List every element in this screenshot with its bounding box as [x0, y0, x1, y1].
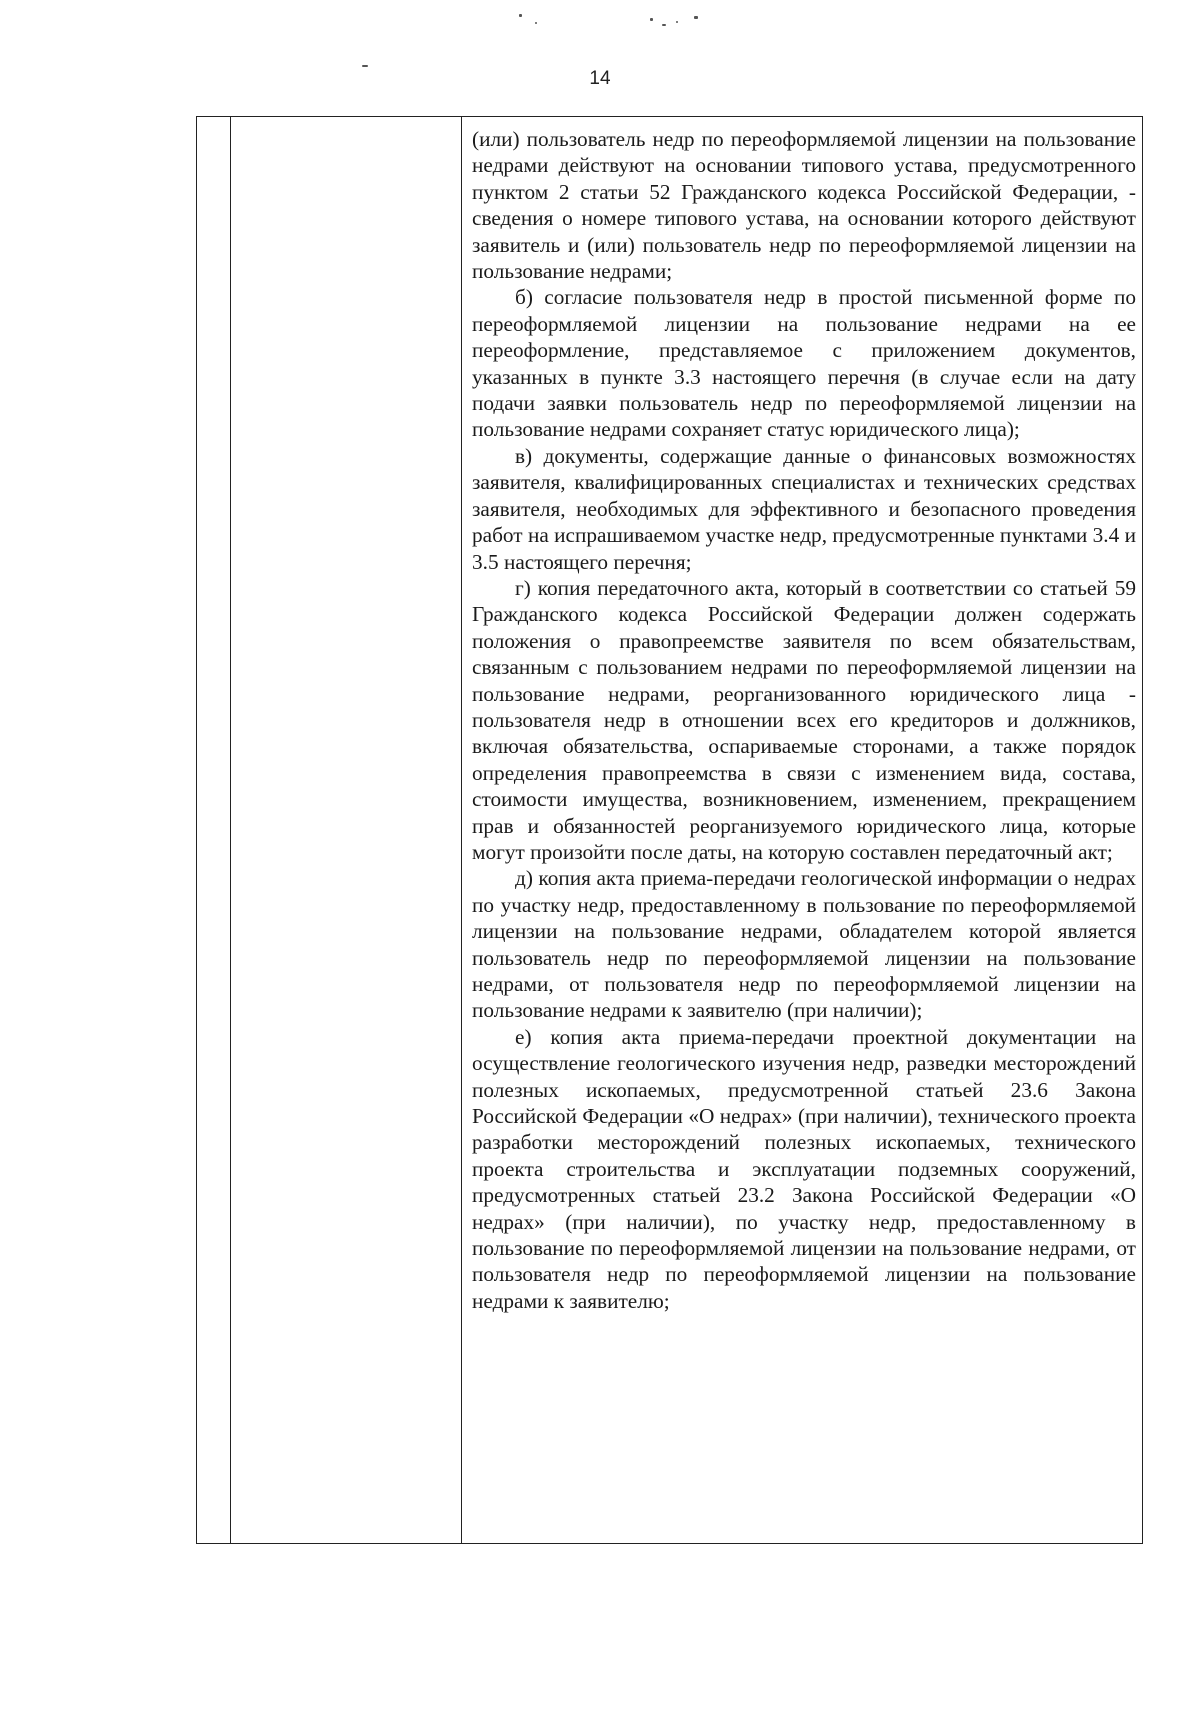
scan-speck — [650, 18, 653, 21]
scan-speck — [676, 21, 678, 23]
scan-speck — [362, 65, 368, 67]
scan-speck — [662, 24, 666, 26]
paragraph-d: д) копия акта приема-передачи геологической информации о недрах по участку недр, предоставленному в пользование по переоформляемой лицензии на пользование недрами, обладателем которой является пользователь недр по переоформляемой лицензии на пользование недрами, от пользователя недр по переоформляемой лицензии на пользование недрами к заявителю (при наличии); — [472, 866, 1136, 1023]
paragraph-e: е) копия акта приема-передачи проектной документации на осуществление геологического изучения недр, разведки месторождений полезных ископаемых, предусмотренной статьей 23.6 Закона Российской Федерации «О недрах» (при наличии), технического проекта разработки месторождений полезных ископаемых, технического проекта строительства и эксплуатации подземных сооружений, предусмотренных статьей 23.2 Закона Российской Федерации «О недрах» (при наличии), по участку недр, предоставленному в пользование по переоформляемой лицензии на пользование недрами, от пользователя недр по переоформляемой лицензии на пользование недрами к заявителю; — [472, 1024, 1136, 1313]
table-cell-text — [472, 126, 1136, 1314]
column-divider — [230, 117, 231, 1543]
paragraph-g: г) копия передаточного акта, который в соответствии со статьей 59 Гражданского кодекса Российской Федерации должен содержать положения о правопреемстве заявителя по всем обязательствам, связанным с пользованием недрами по переоформляемой лицензии на пользование недрами, реорганизованного юридического лица - пользователя недр в отношении всех его кредиторов и должников, включая обязательства, оспариваемые сторонами, а также порядок определения правопреемства в связи с изменением вида, состава, стоимости имущества, возникновением, изменением, прекращением прав и обязанностей реорганизуемого юридического лица, которые могут произойти после даты, на которую составлен передаточный акт; — [472, 575, 1136, 864]
scan-speck — [535, 22, 537, 24]
paragraph-continuation: (или) пользователь недр по переоформляемой лицензии на пользование недрами действуют на основании типового устава, предусмотренного пунктом 2 статьи 52 Гражданского кодекса Российской Федерации, - сведения о номере типового устава, на основании которого действуют заявитель и (или) пользователь недр по переоформляемой лицензии на пользование недрами; — [472, 127, 1136, 284]
scan-speck — [519, 14, 522, 17]
paragraph-b: б) согласие пользователя недр в простой письменной форме по переоформляемой лицензии на пользование недрами на ее переоформление, представляемое с приложением документов, указанных в пункте 3.3 настоящего перечня (в случае если на дату подачи заявки пользователь недр по переоформляемой лицензии на пользование недрами сохраняет статус юридического лица); — [472, 285, 1136, 442]
page-number: 14 — [589, 68, 611, 89]
paragraph-v: в) документы, содержащие данные о финансовых возможностях заявителя, квалифицированных специалистах и технических средствах заявителя, необходимых для эффективного и безопасного проведения работ на испрашиваемом участке недр, предусмотренные пунктами 3.4 и 3.5 настоящего перечня; — [472, 443, 1136, 574]
scan-speck — [694, 16, 698, 19]
column-divider — [461, 117, 462, 1543]
document-table — [196, 116, 1143, 1544]
